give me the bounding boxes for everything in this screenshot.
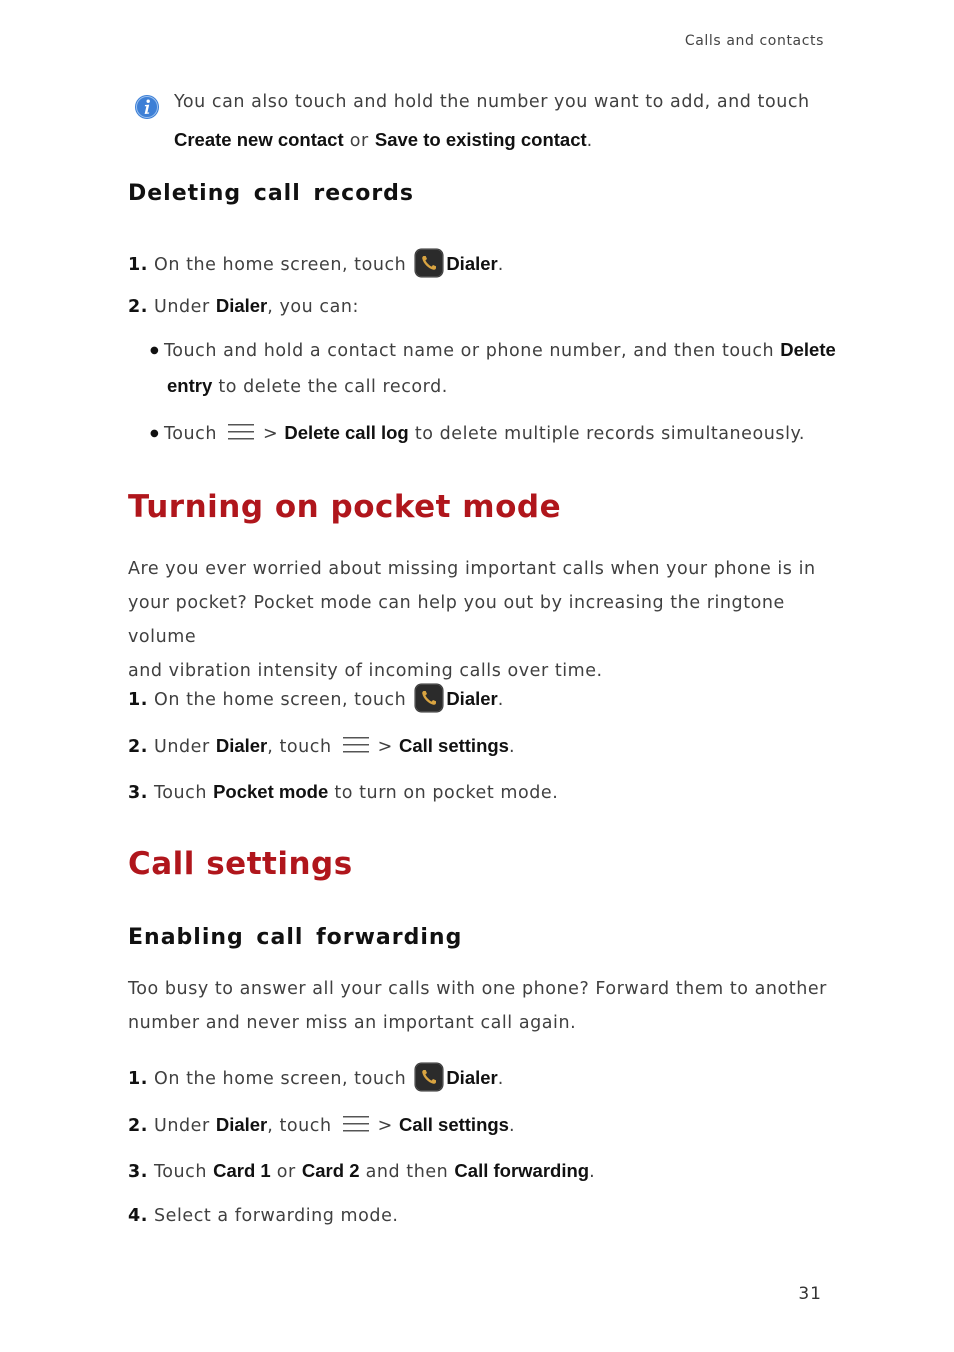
create-new-contact-label: Create new contact — [174, 129, 344, 150]
deleting-bullet-2: ● Touch > Delete call log to delete multiple records simultaneously. — [150, 422, 806, 444]
section-heading-call-forwarding: Enabling call forwarding — [128, 925, 463, 950]
page-number: 31 — [798, 1284, 822, 1304]
menu-icon — [342, 1114, 370, 1134]
note-line-1: You can also touch and hold the number you want to add, and touch — [174, 92, 810, 112]
dialer-app-icon — [414, 683, 444, 713]
section-heading-call-settings: Call settings — [128, 846, 353, 882]
forwarding-step-3: 3. Touch Card 1 or Card 2 and then Call forwarding. — [128, 1160, 596, 1182]
pocket-step-1: 1. On the home screen, touch Dialer. — [128, 683, 504, 713]
section-heading-deleting: Deleting call records — [128, 181, 415, 206]
forwarding-step-4: 4. Select a forwarding mode. — [128, 1206, 399, 1226]
menu-icon — [342, 735, 370, 755]
forwarding-step-2: 2. Under Dialer, touch > Call settings. — [128, 1114, 516, 1136]
section-heading-pocket-mode: Turning on pocket mode — [128, 489, 562, 525]
call-forwarding-intro: Too busy to answer all your calls with one phone? Forward them to another number and never miss an important call again. — [128, 979, 827, 1033]
bullet-icon: ● — [150, 428, 160, 439]
menu-icon — [227, 422, 255, 442]
deleting-bullet-1-line-2: entry to delete the call record. — [167, 375, 448, 397]
running-header: Calls and contacts — [684, 33, 824, 49]
bullet-icon: ● — [150, 345, 160, 356]
deleting-step-2: 2. Under Dialer, you can: — [128, 295, 359, 317]
deleting-step-1: 1. On the home screen, touch Dialer. — [128, 248, 504, 278]
deleting-bullet-1-line-1: ● Touch and hold a contact name or phone number, and then touch Delete — [150, 339, 836, 361]
dialer-app-icon — [414, 248, 444, 278]
info-icon — [134, 94, 160, 120]
pocket-step-3: 3. Touch Pocket mode to turn on pocket mode. — [128, 781, 559, 803]
forwarding-step-1: 1. On the home screen, touch Dialer. — [128, 1062, 504, 1092]
dialer-app-icon — [414, 1062, 444, 1092]
pocket-step-2: 2. Under Dialer, touch > Call settings. — [128, 735, 516, 757]
save-to-existing-contact-label: Save to existing contact — [374, 129, 587, 150]
note-line-2: Create new contact or Save to existing contact. — [174, 129, 593, 151]
pocket-intro: Are you ever worried about missing important calls when your phone is in your pocket? Pocket mode can help you out by increasing the ringtone volume and vibration intensity of incoming calls over time. — [128, 559, 816, 681]
